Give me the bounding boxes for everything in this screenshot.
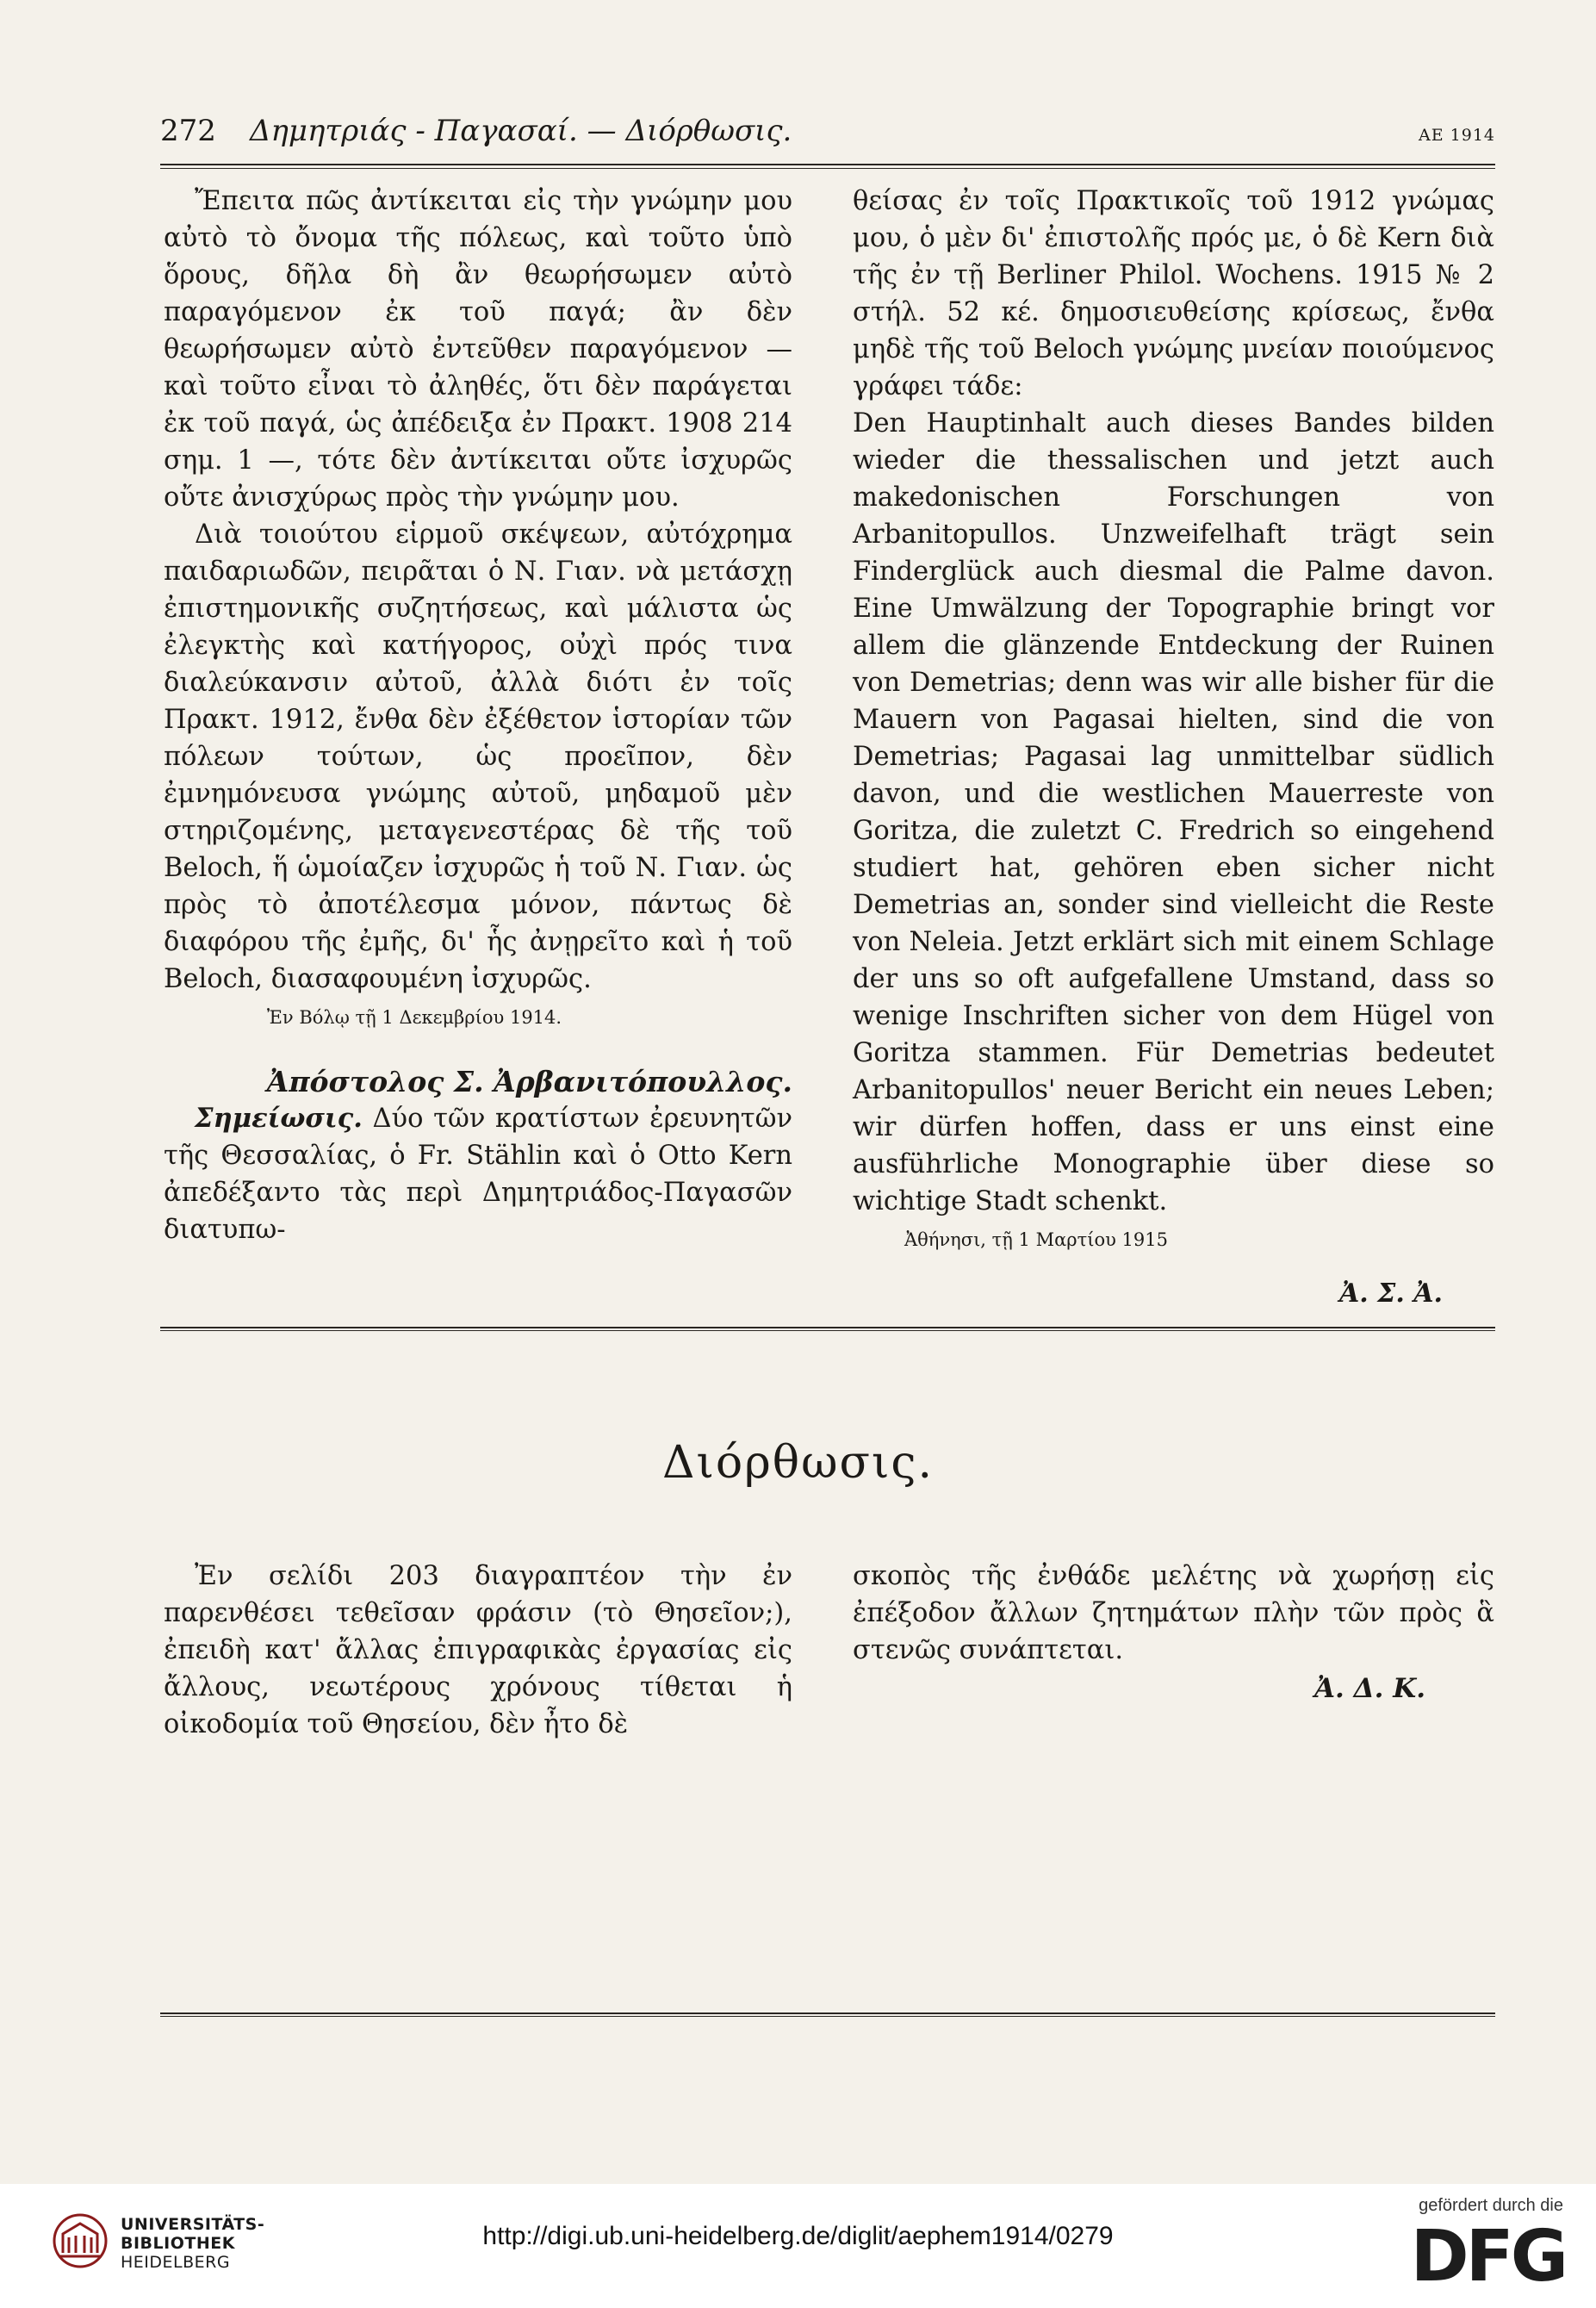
correction-title: Διόρθωσις. (661, 1437, 935, 1489)
paragraph: Ἐν σελίδι 203 διαγραπτέον τὴν ἐν παρενθέσει τεθεῖσαν φράσιν (τὸ Θησεῖον;), ἐπειδὴ κατ' ἄλλας ἐπιγραφικὰς ἐργασίας εἰς ἄλλους, νεωτέρους χρόνους τίθεται ἡ οἰκοδομία τοῦ Θησείου, δὲν ἦτο δὲ (164, 1561, 792, 1739)
digitization-footer (0, 2184, 1596, 2308)
note-text: Δύο τῶν κρατίστων ἐρευνητῶν τῆς Θεσσαλίας, ὁ Fr. Stählin καὶ ὁ Otto Kern ἀπεδέξαντο τὰς περὶ Δημητριάδος-Παγασῶν διατυπω- (164, 1104, 792, 1245)
section-rule (160, 1327, 1495, 1331)
author-signature: Ἀπόστολος Σ. Ἀρβανιτόπουλλος. (266, 1065, 792, 1098)
header-rule (160, 164, 1495, 169)
bottom-rule (160, 2013, 1495, 2017)
library-line: BIBLIOTHEK (121, 2234, 235, 2253)
note-paragraph (164, 1100, 792, 1248)
running-title: Δημητριάς - Παγασαί. — Διόρθωσις. (250, 114, 792, 148)
correction-right-column (853, 1558, 1494, 1708)
dateline-right: Ἀθήνησι, τῇ 1 Μαρτίου 1915 (904, 1229, 1168, 1250)
author-initials: Ἀ. Σ. Ἀ. (1339, 1278, 1443, 1309)
correction-left-column (164, 1558, 792, 1743)
running-header (160, 114, 1495, 157)
journal-mark: ΑΕ 1914 (1419, 126, 1495, 145)
paragraph: Ἔπειτα πῶς ἀντίκειται εἰς τὴν γνώμην μου αὐτὸ τὸ ὄνομα τῆς πόλεως, καὶ τοῦτο ὑπὸ ὅρους, δῆλα δὴ ἂν θεωρήσωμεν αὐτὸ παραγόμενον ἐκ τοῦ παγά; ἂν δὲν θεωρήσωμεν αὐτὸ ἐντεῦθεν παραγόμενον — καὶ τοῦτο εἶναι τὸ ἀληθές, ὅτι δὲν παράγεται ἐκ τοῦ παγά, ὡς ἀπέδειξα ἐν Πρακτ. 1908 214 σημ. 1 —, τότε δὲν ἀντίκειται οὔτε ἰσχυρῶς οὔτε ἀνισχύρως πρὸς τὴν γνώμην μου. (164, 186, 792, 513)
funding-caption: gefördert durch die (1419, 2196, 1563, 2215)
dateline-left: Ἐν Βόλῳ τῇ 1 Δεκεμβρίου 1914. (267, 1007, 562, 1028)
paragraph: θείσας ἐν τοῖς Πρακτικοῖς τοῦ 1912 γνώμας μου, ὁ μὲν δι' ἐπιστολῆς πρός με, ὁ δὲ Kern διὰ τῆς ἐν τῇ Berliner Philol. Wochens. 1915 № 2 στήλ. 52 κέ. δημοσιευθείσης κρίσεως, ἔνθα μηδὲ τῆς τοῦ Beloch γνώμης μνείαν ποιούμενος γράφει τάδε: (853, 186, 1494, 401)
library-line: UNIVERSITÄTS- (121, 2215, 265, 2234)
german-quote: Den Hauptinhalt auch dieses Bandes bilden wieder die thessalischen und jetzt auch makedonischen Forschungen von Arbanitopullos. Unzweifelhaft trägt sein Finderglück auch diesmal die Palme davon. Eine Umwälzung der Topographie bringt vor allem die glänzende Entdeckung der Ruinen von Demetrias; denn was wir alle bisher für die Mauern von Pagasai hielten, sind die von Demetrias; Pagasai lag unmittelbar südlich davon, und die westlichen Mauerreste von Goritza, die zuletzt C. Fredrich so eingehend studiert hat, gehören eben sicher nicht Demetrias an, sonder sind vielleicht die Reste von Neleia. Jetzt erklärt sich mit einem Schlage der uns so oft aufgefallene Umstand, dass so wenige Inschriften sicher von dem Hügel von Goritza stammen. Für Demetrias bedeutet Arbanitopullos' neuer Bericht ein neues Leben; wir dürfen hoffen, dass er uns einst eine ausführliche Monographie über diese so wichtige Stadt schenkt. (853, 408, 1494, 1216)
page-number: 272 (160, 114, 216, 148)
paragraph: σκοπὸς τῆς ἐνθάδε μελέτης νὰ χωρήσῃ εἰς ἐπέξοδον ἄλλων ζητημάτων πλὴν τῶν πρὸς ἃ στενῶς συνάπτεται. (853, 1561, 1494, 1665)
source-url-link[interactable]: http://digi.ub.uni-heidelberg.de/diglit/aephem1914/0279 (482, 2222, 1114, 2250)
paragraph: Διὰ τοιούτου εἱρμοῦ σκέψεων, αὐτόχρημα παιδαριωδῶν, πειρᾶται ὁ Ν. Γιαν. νὰ μετάσχῃ ἐπιστημονικῆς συζητήσεως, καὶ μάλιστα ὡς ἐλεγκτὴς καὶ κατήγορος, οὐχὶ πρός τινα διαλεύκανσιν αὐτοῦ, ἀλλὰ διότι ἐν τοῖς Πρακτ. 1912, ἔνθα δὲν ἐξέθετον ἱστορίαν τῶν πόλεων τούτων, ὡς προεῖπον, δὲν ἐμνημόνευσα γνώμης αὐτοῦ, μηδαμοῦ μὲν στηριζομένης, μεταγενεστέρας δὲ τῆς τοῦ Beloch, ἥ ὡμοίαζεν ἰσχυρῶς ἡ τοῦ Ν. Γιαν. ὡς πρὸς τὸ ἀποτέλεσμα μόνον, πάντως δὲ διαφόρου τῆς ἐμῆς, δι' ἧς ἀνῃρεῖτο καὶ ἡ τοῦ Beloch, διασαφουμένη ἰσχυρῶς. (164, 519, 792, 994)
correction-initials: Ἀ. Δ. Κ. (1313, 1673, 1425, 1704)
note-label: Σημείωσις. (195, 1103, 363, 1134)
library-line: HEIDELBERG (121, 2253, 231, 2272)
article-left-column (164, 183, 792, 1248)
dfg-logo: DFG (1410, 2216, 1565, 2298)
article-right-column (853, 183, 1494, 1312)
